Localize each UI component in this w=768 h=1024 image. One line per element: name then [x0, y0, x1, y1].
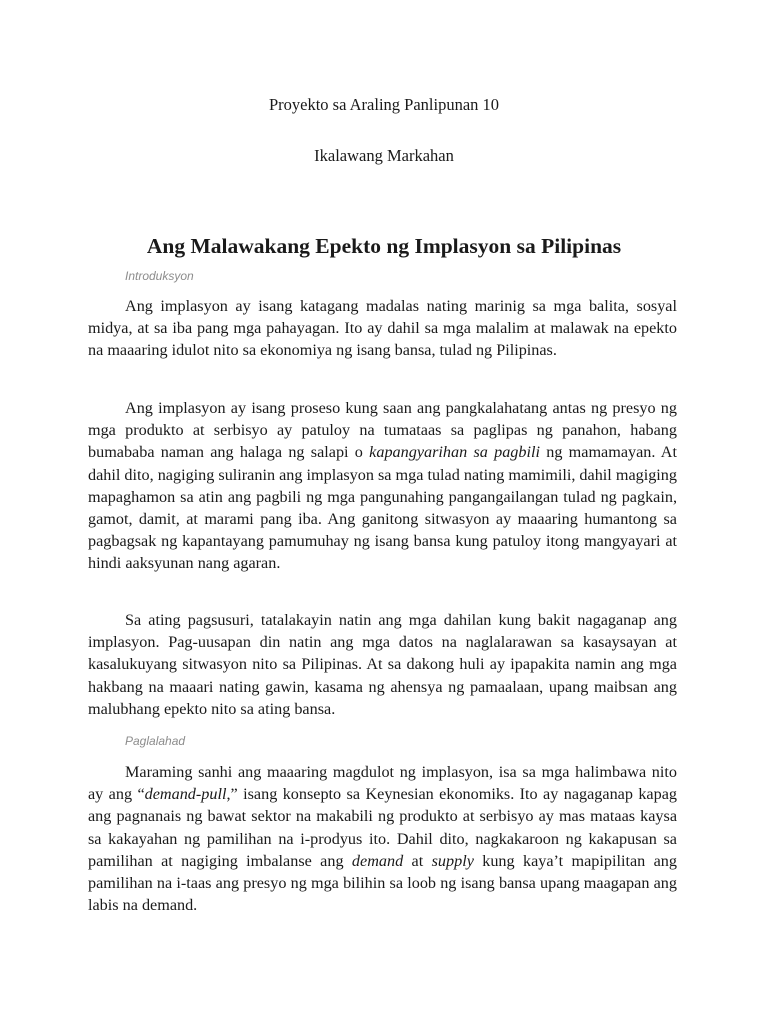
paragraph-text: at — [403, 851, 432, 870]
italic-term-demand: demand — [351, 851, 404, 870]
paragraph-text: ng mamamayan. At dahil dito, nagiging suliranin ang implasyon sa mga tulad nating mamimili, dahil magiging mapaghamon sa atin ang pagbili ng mga pangunahing pangangailangan tulad ng pagkain, gamot, damit, at marami pang iba. Ang ganitong sitwasyon ay maaaring humantong sa pagbagsak ng kapantayang pamumuhay ng isang bansa kung patuloy itong mangyayari at hindi aaksyunan nang agaran. — [88, 443, 677, 573]
italic-term-kapangyarihan: kapangyarihan sa pagbili — [369, 443, 540, 462]
paragraph-text: Ang implasyon ay isang katagang madalas nating marinig sa mga balita, sosyal midya, at sa iba pang mga pahayagan. Ito ay dahil sa mga malalim at malawak na epekto na maaaring idulot nito sa ekonomiya ng isang bansa, tulad ng Pilipinas. — [88, 297, 677, 360]
paragraph-text: Ang implasyon ay isang proseso kung saan ang pangkalahatang antas ng presyo ng mga produkto at serbisyo ay patuloy na tumataas sa paglipas ng panahon, habang bumababa naman ang halaga ng salapi o — [88, 399, 677, 462]
paragraph-intro-3 — [88, 609, 677, 720]
section-label-paglalahad: Paglalahad — [125, 734, 186, 748]
paragraph-text: kung kaya’t mapipilitan ang pamilihan na i-taas ang presyo ng mga bilihin sa loob ng isang bansa upang maagapan ang labis na demand. — [88, 851, 677, 915]
paragraph-paglalahad-1 — [88, 761, 677, 916]
paragraph-intro-2 — [88, 397, 677, 575]
section-label-introduksyon: Introduksyon — [125, 269, 194, 283]
document-title: Ang Malawakang Epekto ng Implasyon sa Pilipinas — [146, 234, 622, 258]
quarter-heading: Ikalawang Markahan — [314, 146, 454, 165]
paragraph-text: ,” isang konsepto sa Keynesian ekonomiks. Ito ay nagaganap kapag ang pagnanais ng bawat sektor na makabili ng produkto at serbisyo ay mas mataas kaysa sa kakayahan ng pamilihan na i-prodyus ito. Dahil dito, nagkakaroon ng kakapusan sa pamilihan at nagiging imbalanse ang — [88, 785, 677, 870]
paragraph-text: Maraming sanhi ang maaaring magdulot ng implasyon, isa sa mga halimbawa nito ay ang “ — [88, 763, 677, 804]
italic-term-supply: supply — [431, 851, 474, 870]
paragraph-text: Sa ating pagsusuri, tatalakayin natin ang mga dahilan kung bakit nagaganap ang implasyon. Pag-uusapan din natin ang mga datos na naglalarawan sa kasaysayan at kasalukuyang sitwasyon nito sa Pilipinas. At sa dakong huli ay ipapakita namin ang mga hakbang na maaari nating gawin, kasama ng ahensya ng pamaalaan, upang maibsan ang malubhang epekto nito sa ating bansa. — [88, 611, 677, 718]
italic-term-demand-pull: demand-pull — [144, 785, 227, 804]
course-heading: Proyekto sa Araling Panlipunan 10 — [268, 95, 500, 114]
paragraph-intro-1 — [88, 295, 677, 362]
